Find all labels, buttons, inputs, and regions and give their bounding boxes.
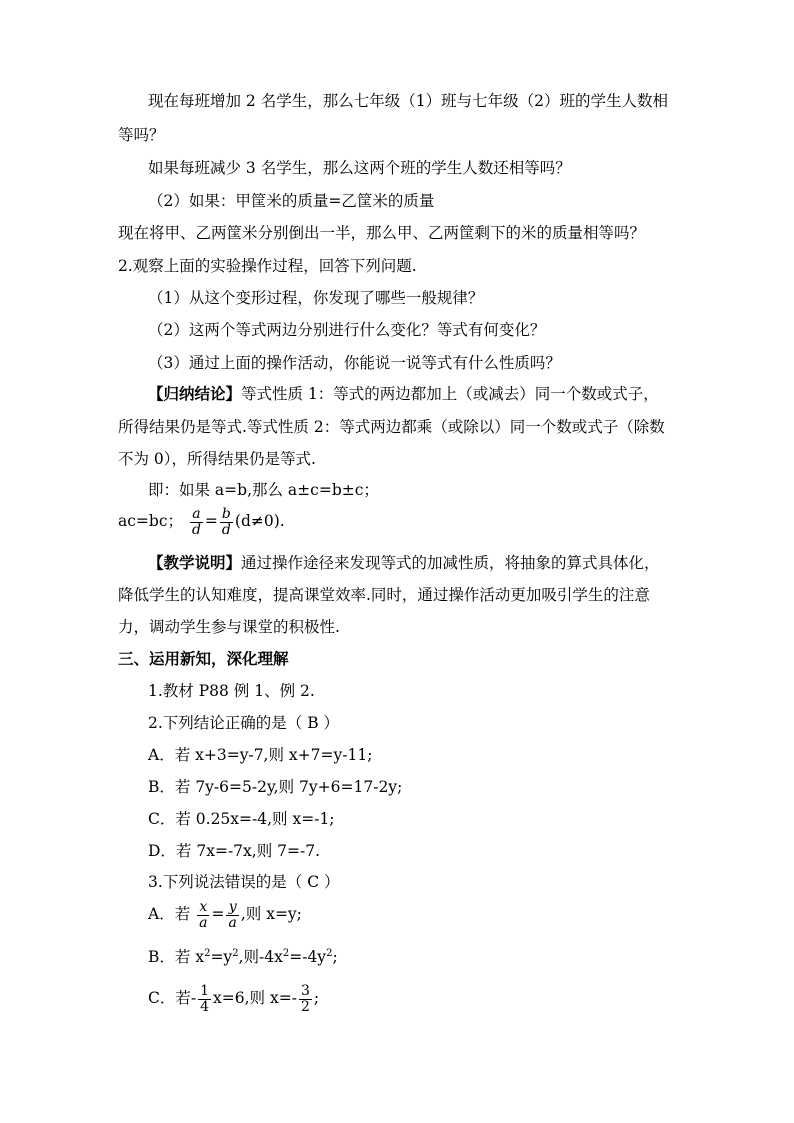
fraction-y-over-a bbox=[226, 900, 238, 931]
list-item: （2）如果：甲筐米的质量=乙筐米的质量 bbox=[148, 192, 435, 210]
denominator: d bbox=[221, 521, 231, 538]
formula-prefix: ac=bc； bbox=[118, 512, 184, 530]
formula-line: 即：如果 a=b,那么 a±c=b±c； bbox=[148, 481, 379, 499]
choice-b bbox=[148, 947, 338, 967]
exponent: 2 bbox=[282, 947, 290, 959]
choice-a: A．若 x+3=y-7,则 x+7=y-11; bbox=[148, 746, 373, 764]
numerator: x bbox=[197, 900, 209, 916]
expr-part: ; bbox=[332, 948, 338, 966]
choice-d: D．若 7x=-7x,则 7=-7. bbox=[148, 842, 321, 860]
exponent: 2 bbox=[232, 947, 239, 959]
choice-suffix: ,则 x=y; bbox=[240, 905, 302, 923]
teaching-text: 通过操作途径来发现等式的加减性质，将抽象的算式具体化， bbox=[241, 554, 660, 572]
question-item: （2）这两个等式两边分别进行什么变化？等式有何变化？ bbox=[148, 321, 546, 339]
numerator: a bbox=[190, 507, 203, 523]
choice-prefix: C．若- bbox=[148, 989, 197, 1007]
fraction-three-halves bbox=[299, 984, 312, 1015]
denominator: d bbox=[191, 521, 201, 538]
expr-part: x=6,则 x=- bbox=[213, 989, 297, 1007]
numerator: b bbox=[221, 505, 231, 522]
expr-part: =y bbox=[210, 948, 233, 966]
question-title: 2.观察上面的实验操作过程，回答下列问题. bbox=[118, 257, 417, 275]
choice-a bbox=[148, 899, 302, 931]
section-heading: 三、运用新知，深化理解 bbox=[118, 649, 289, 668]
choice-prefix: A．若 bbox=[148, 905, 196, 923]
exponent: 2 bbox=[326, 947, 333, 959]
question-item: （1）从这个变形过程，你发现了哪些一般规律？ bbox=[148, 289, 484, 307]
expr-part: ,则-4x bbox=[238, 948, 283, 966]
teaching-label: 【教学说明】 bbox=[148, 553, 242, 572]
formula-line bbox=[118, 506, 285, 538]
choice-c: C．若 0.25x=-4,则 x=-1; bbox=[148, 810, 335, 828]
paragraph-line: 现在将甲、乙两筐米分别倒出一半，那么甲、乙两筐剩下的米的质量相等吗？ bbox=[118, 224, 646, 242]
conclusion-label: 【归纳结论】 bbox=[148, 384, 242, 403]
fraction-b-over-d bbox=[220, 507, 233, 538]
choice-c bbox=[148, 983, 319, 1015]
fraction-a-over-d bbox=[190, 507, 203, 538]
formula-suffix: (d≠0). bbox=[234, 512, 285, 530]
conclusion-text: 等式性质 1：等式的两边都加上（或减去）同一个数或式子， bbox=[241, 385, 659, 403]
teaching-line: 降低学生的认知难度，提高课堂效率.同时，通过操作活动更加吸引学生的注意 bbox=[118, 586, 650, 604]
question-item: （3）通过上面的操作活动，你能说一说等式有什么性质吗？ bbox=[148, 354, 561, 372]
choice-suffix: ; bbox=[313, 989, 320, 1007]
exponent: 2 bbox=[204, 947, 211, 959]
paragraph-line: 如果每班减少 3 名学生，那么这两个班的学生人数还相等吗？ bbox=[148, 159, 571, 177]
fraction-one-quarter bbox=[198, 984, 211, 1015]
conclusion-line: 所得结果仍是等式.等式性质 2：等式两边都乘（或除以）同一个数或式子（除数 bbox=[118, 418, 665, 436]
denominator: a bbox=[228, 914, 237, 931]
denominator: 2 bbox=[300, 998, 310, 1015]
numerator: 3 bbox=[300, 982, 310, 999]
equals-sign: = bbox=[211, 905, 225, 923]
numerator: y bbox=[226, 900, 238, 916]
denominator: 4 bbox=[200, 998, 210, 1015]
exercise-item: 1.教材 P88 例 1、例 2. bbox=[148, 682, 315, 700]
exercise-title: 3.下列说法错误的是（ C ） bbox=[148, 873, 340, 891]
paragraph-line: 现在每班增加 2 名学生，那么七年级（1）班与七年级（2）班的学生人数相 bbox=[148, 92, 668, 110]
fraction-x-over-a bbox=[197, 900, 209, 931]
numerator: 1 bbox=[200, 982, 210, 999]
conclusion-line bbox=[148, 384, 659, 404]
teaching-line bbox=[148, 553, 660, 573]
expr-part: =-4y bbox=[289, 948, 327, 966]
expr-part: B．若 x bbox=[148, 948, 205, 966]
conclusion-line: 不为 0），所得结果仍是等式. bbox=[118, 450, 316, 468]
denominator: a bbox=[199, 914, 208, 931]
exercise-title: 2.下列结论正确的是（ B ） bbox=[148, 714, 340, 732]
teaching-line: 力，调动学生参与课堂的积极性. bbox=[118, 618, 340, 636]
choice-b: B．若 7y-6=5-2y,则 7y+6=17-2y; bbox=[148, 778, 403, 796]
equals-sign: = bbox=[204, 512, 218, 530]
paragraph-line: 等吗？ bbox=[118, 126, 165, 144]
